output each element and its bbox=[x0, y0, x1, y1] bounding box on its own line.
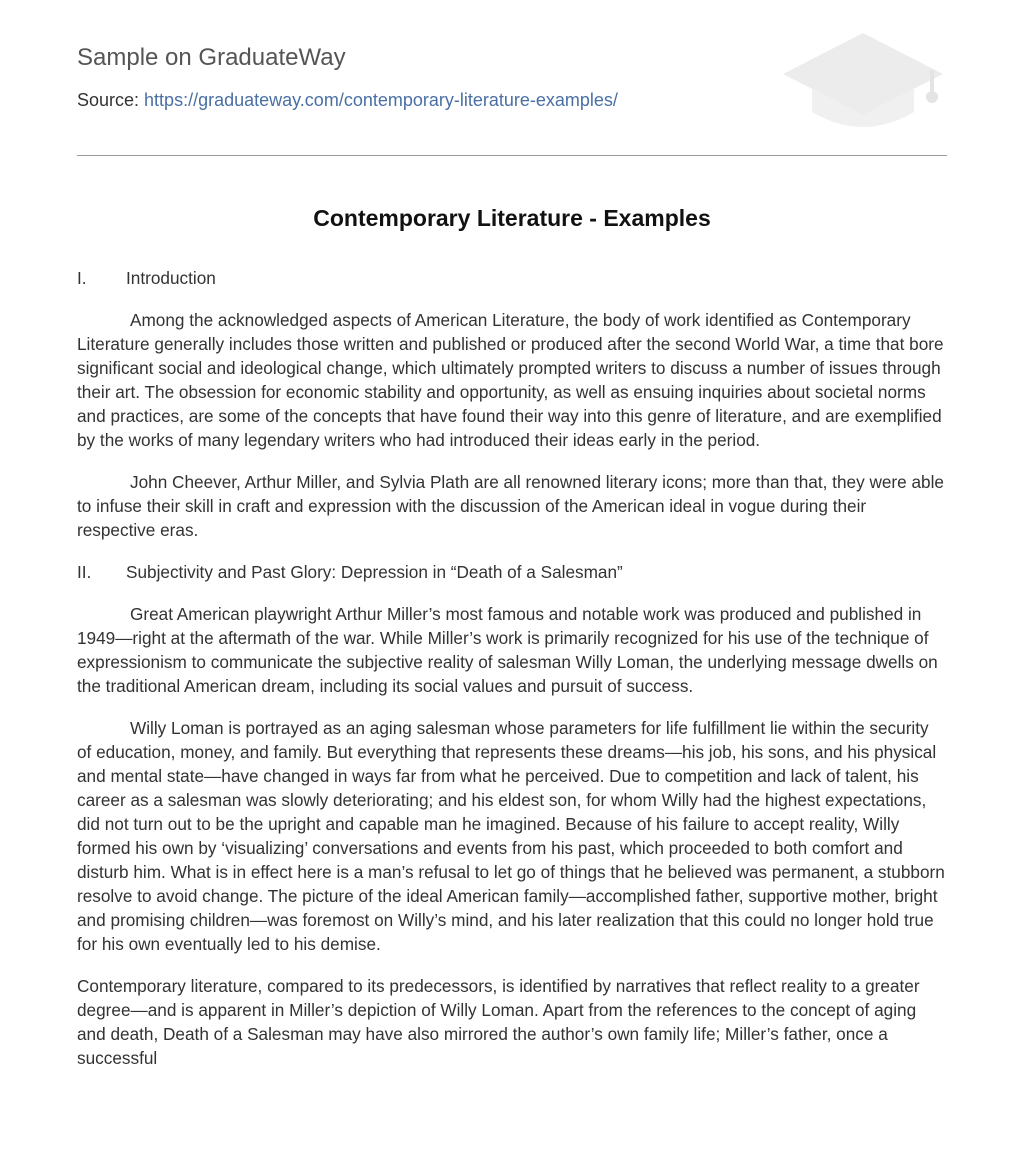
paragraph: Willy Loman is portrayed as an aging salesman whose parameters for life fulfillment lie within the security of education, money, and family. But everything that represents these dreams—his job, his sons, and his physical and mental state—have changed in ways far from what he perceived. Due to competition and lack of talent, his career as a salesman was slowly deteriorating; and his eldest son, for whom Willy had the highest expectations, did not turn out to be the upright and capable man he imagined. Because of his failure to accept reality, Willy formed his own by ‘visualizing’ conversations and events from his past, which proceeded to both comfort and disturb him. What is in effect here is a man’s refusal to let go of things that he believed was permanent, a stubborn resolve to avoid change. The picture of the ideal American family—accomplished father, supportive mother, bright and promising children—was foremost on Willy’s mind, and his later realization that this could no longer hold true for his own eventually led to his demise. bbox=[77, 718, 945, 954]
source-line bbox=[77, 90, 618, 111]
site-title: Sample on GraduateWay bbox=[77, 44, 346, 71]
section-number: I. bbox=[77, 268, 87, 288]
source-label: Source: bbox=[77, 90, 145, 110]
paragraph: John Cheever, Arthur Miller, and Sylvia Plath are all renowned literary icons; more than that, they were able to infuse their skill in craft and expression with the discussion of the American ideal in vogue during their respective eras. bbox=[77, 472, 944, 540]
section-heading-death-of-a-salesman bbox=[77, 560, 947, 584]
section-heading-introduction bbox=[77, 266, 947, 290]
paragraph: Great American playwright Arthur Miller’s most famous and notable work was produced and published in 1949—right at the aftermath of the war. While Miller’s work is primarily recognized for his use of the technique of expressionism to communicate the subjective reality of salesman Willy Loman, the underlying message dwells on the traditional American dream, including its social values and pursuit of success. bbox=[77, 604, 938, 696]
document-body bbox=[77, 266, 947, 1088]
paragraph: Contemporary literature, compared to its predecessors, is identified by narratives that reflect reality to a greater degree—and is apparent in Miller’s depiction of Willy Loman. Apart from the references to the concept of aging and death, Death of a Salesman may have also mirrored the author’s own family life; Miller’s father, once a successful bbox=[77, 976, 920, 1068]
page-header bbox=[77, 0, 947, 156]
section-heading-text: Subjectivity and Past Glory: Depression in “Death of a Salesman” bbox=[126, 562, 623, 582]
document-page bbox=[77, 0, 947, 1068]
section-number: II. bbox=[77, 562, 92, 582]
header-divider bbox=[77, 155, 947, 156]
cap-board bbox=[783, 33, 943, 115]
document-title: Contemporary Literature - Examples bbox=[313, 205, 711, 231]
source-link[interactable]: https://graduateway.com/contemporary-literature-examples/ bbox=[144, 90, 618, 110]
paragraph: Among the acknowledged aspects of American Literature, the body of work identified as Contemporary Literature generally includes those written and published or produced after the second World War, a time that bore significant social and ideological change, which ultimately prompted writers to discuss a number of issues through their art. The obsession for economic stability and opportunity, as well as ensuing inquiries about societal norms and practices, are some of the concepts that have found their way into this genre of literature, and are exemplified by the works of many legendary writers who had introduced their ideas early in the period. bbox=[77, 310, 944, 450]
section-heading-text: Introduction bbox=[126, 268, 216, 288]
graduation-cap-icon bbox=[780, 30, 946, 134]
cap-tassel bbox=[926, 91, 938, 103]
